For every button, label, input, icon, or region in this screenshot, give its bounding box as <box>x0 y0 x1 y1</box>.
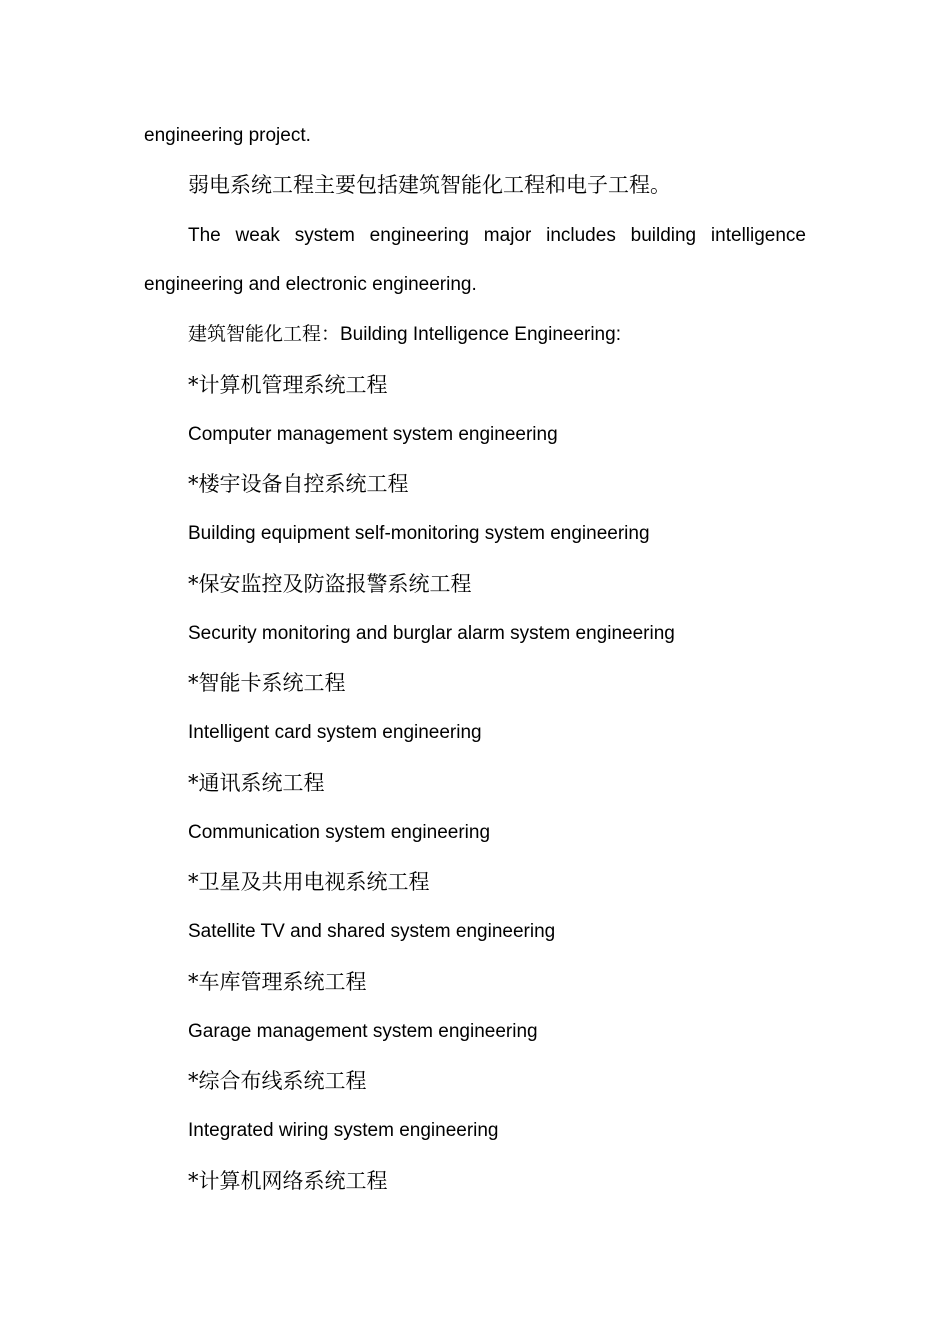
continuation-text: engineering project. <box>144 125 311 146</box>
intro-chinese: 弱电系统工程主要包括建筑智能化工程和电子工程。 <box>188 173 671 197</box>
item-zh: *综合布线系统工程 <box>188 1069 367 1093</box>
item-en: Building equipment self-monitoring system engineering <box>188 523 650 544</box>
item-zh: *保安监控及防盗报警系统工程 <box>188 572 472 596</box>
intro-english-line-1: The weak system engineering major includes building intelligence <box>188 225 806 246</box>
item-en: Communication system engineering <box>188 822 491 843</box>
item-zh: *智能卡系统工程 <box>188 671 346 695</box>
item-en: Garage management system engineering <box>188 1021 538 1042</box>
intro-english-line-2: engineering and electronic engineering. <box>144 274 477 295</box>
item-en: Security monitoring and burglar alarm system engineering <box>188 623 675 644</box>
item-zh: *卫星及共用电视系统工程 <box>188 870 430 894</box>
item-en: Computer management system engineering <box>188 424 558 445</box>
item-en: Integrated wiring system engineering <box>188 1120 499 1141</box>
item-en: Intelligent card system engineering <box>188 722 482 743</box>
item-en: Satellite TV and shared system engineering <box>188 921 556 942</box>
section-heading: 建筑智能化工程：Building Intelligence Engineering: <box>188 324 621 345</box>
item-zh: *楼宇设备自控系统工程 <box>188 472 409 496</box>
item-zh: *车库管理系统工程 <box>188 970 367 994</box>
item-zh: *通讯系统工程 <box>188 771 325 795</box>
item-zh: *计算机网络系统工程 <box>188 1169 388 1193</box>
item-zh: *计算机管理系统工程 <box>188 373 388 397</box>
